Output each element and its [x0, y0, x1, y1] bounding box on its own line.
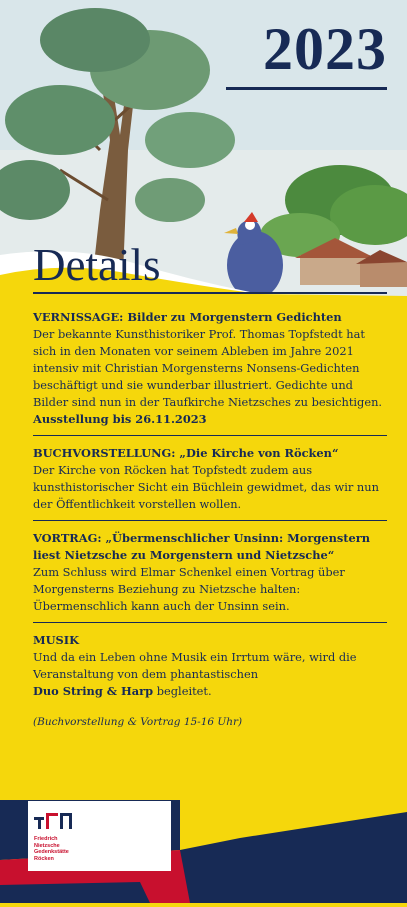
time-note: (Buchvorstellung & Vortrag 15-16 Uhr) [33, 716, 243, 728]
section-buchvorstellung [33, 445, 387, 521]
section-body: Der Kirche von Röcken hat Topfstedt zudem aus kunsthistorischer Sicht ein Büchlein gewidmet, das wir nun der Öffentlichkeit vorstellen wollen. [33, 463, 379, 511]
section-title: BUCHVORSTELLUNG: „Die Kirche von Röcken“ [33, 446, 339, 460]
event-program [33, 309, 387, 747]
logo-line: Friedrich [34, 836, 58, 842]
event-year: 2023 [263, 16, 387, 82]
logo-line: Gedenkstätte [34, 849, 69, 856]
section-body: Der bekannte Kunsthistoriker Prof. Thomas Topfstedt hat sich in den Monaten vor seinem Ableben im Jahre 2021 intensiv mit Christian Morgensterns Nonsens-Gedichten beschäftigt und sie wunderbar illustriert. Gedichte und Bilder sind nun in der Taufkirche Nietzsches zu besichtigen. [33, 327, 383, 409]
page-title: Details [33, 240, 161, 290]
section-title: MUSIK [33, 633, 79, 647]
music-text-end: begleitet. [156, 684, 212, 698]
section-body [33, 649, 387, 700]
section-title: VERNISSAGE: Bilder zu Morgenstern Gedichten [33, 310, 342, 324]
exhibition-dates: Ausstellung bis 26.11.2023 [33, 412, 207, 426]
year-underline [226, 87, 387, 90]
music-text: Und da ein Leben ohne Musik ein Irrtum wäre, wird die Veranstaltung von dem phantastischen [33, 650, 357, 681]
section-vortrag [33, 530, 387, 623]
section-musik [33, 632, 387, 738]
logo-text [34, 836, 69, 862]
section-vernissage [33, 309, 387, 436]
band-name: Duo String & Harp [33, 684, 154, 698]
logo-line: Nietzsche [34, 842, 60, 849]
section-body: Zum Schluss wird Elmar Schenkel einen Vortrag über Morgensterns Beziehung zu Nietzsche halten: Übermenschlich kann auch der Unsinn sein. [33, 565, 345, 613]
logo-line: Röcken [34, 855, 54, 862]
title-underline [33, 292, 387, 294]
foundation-logo-icon [34, 813, 74, 833]
section-title: VORTRAG: „Übermenschlicher Unsinn: Morgenstern liest Nietzsche zu Morgenstern und Nietzsche“ [33, 531, 371, 562]
